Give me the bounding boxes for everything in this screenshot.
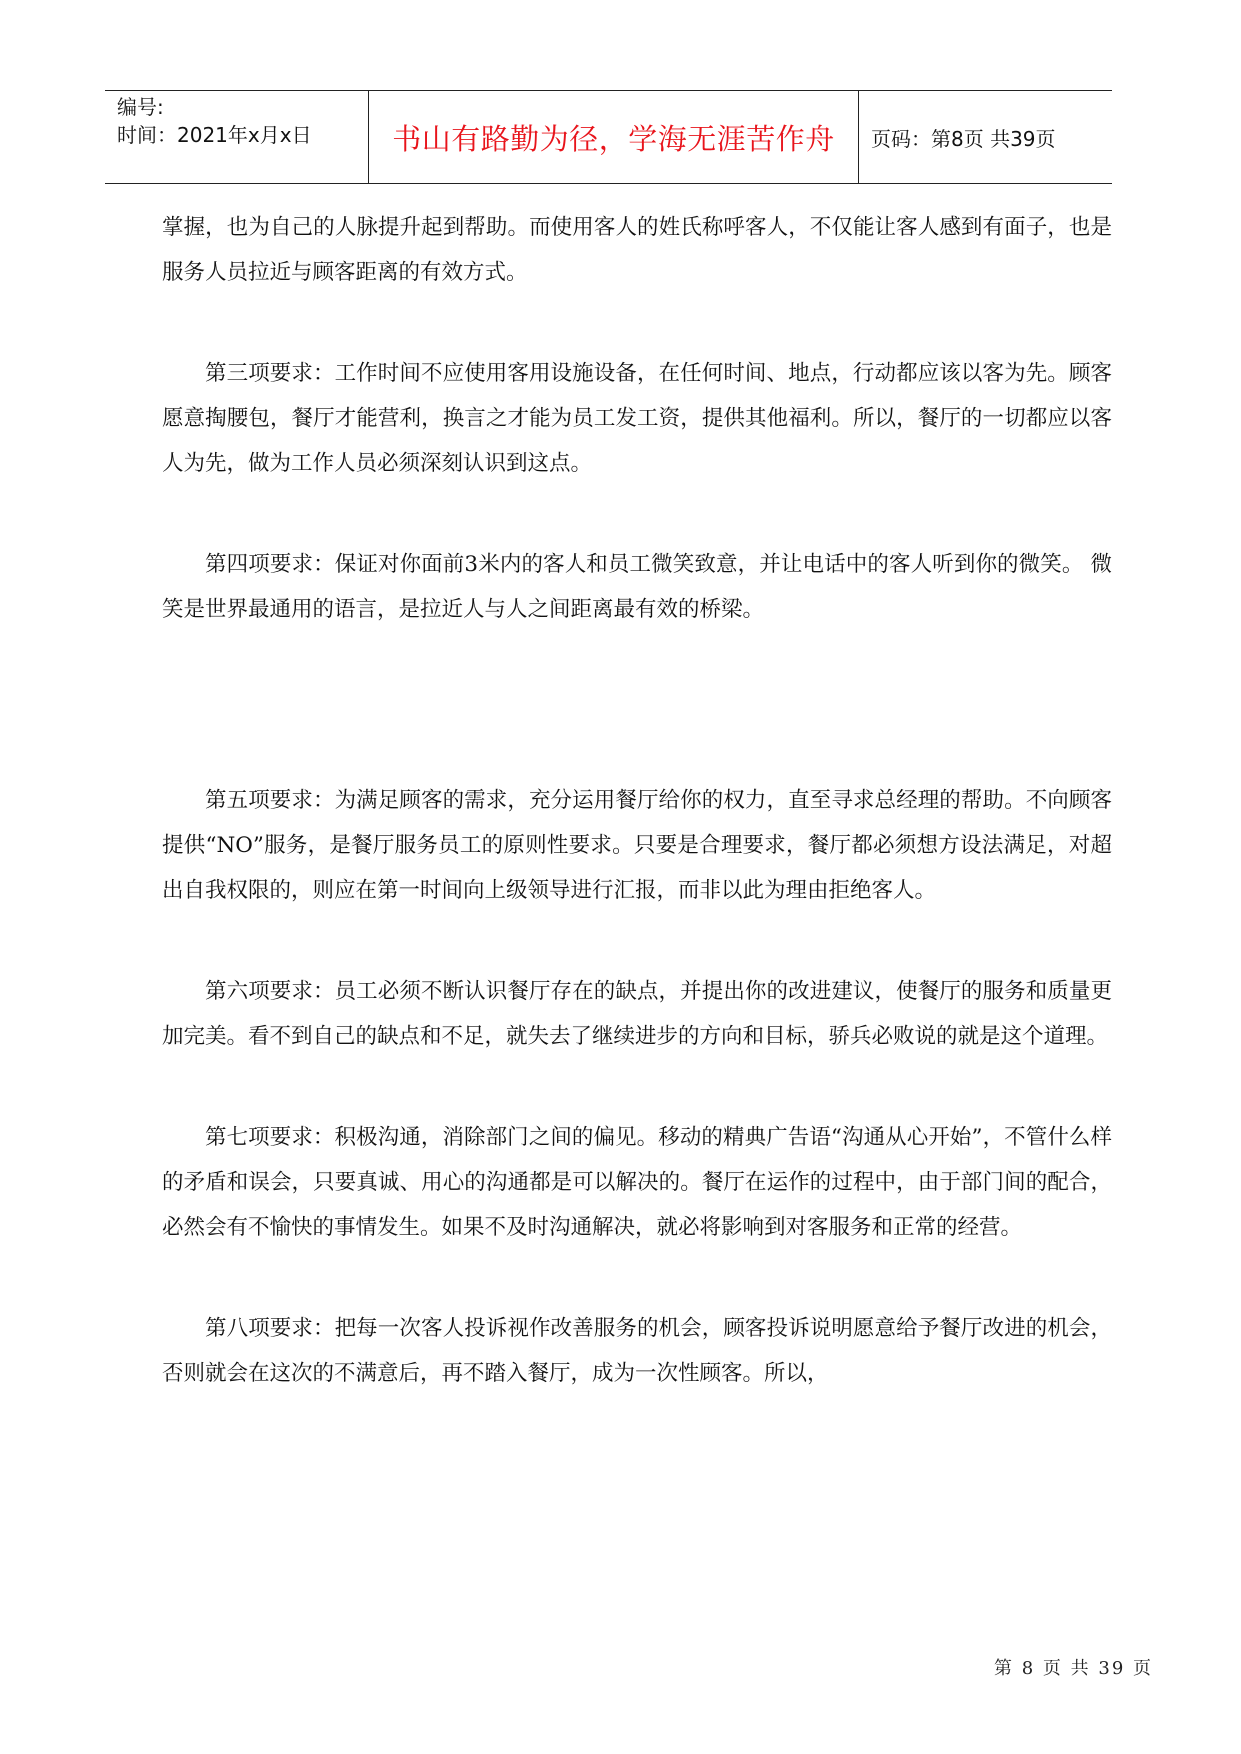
paragraph-spacer — [162, 486, 1112, 542]
paragraph-requirement-8: 第八项要求：把每一次客人投诉视作改善服务的机会，顾客投诉说明愿意给予餐厅改进的机会，否则就会在这次的不满意后，再不踏入餐厅，成为一次性顾客。所以， — [162, 1316, 1112, 1386]
paragraph-spacer — [162, 632, 1112, 778]
document-body — [162, 205, 1112, 1396]
number-label: 编号: — [117, 95, 164, 119]
paragraph-requirement-6: 第六项要求：员工必须不断认识餐厅存在的缺点，并提出你的改进建议，使餐厅的服务和质量更加完美。看不到自己的缺点和不足，就失去了继续进步的方向和目标，骄兵必败说的就是这个道理。 — [162, 979, 1112, 1049]
paragraph-requirement-4: 第四项要求：保证对你面前3米内的客人和员工微笑致意，并让电话中的客人听到你的微笑。 微笑是世界最通用的语言，是拉近人与人之间距离最有效的桥梁。 — [162, 552, 1112, 622]
paragraph-spacer — [162, 913, 1112, 969]
document-header — [105, 90, 1112, 184]
paragraph-requirement-3: 第三项要求：工作时间不应使用客用设施设备，在任何时间、地点，行动都应该以客为先。顾客愿意掏腰包，餐厅才能营利，换言之才能为员工发工资，提供其他福利。所以，餐厅的一切都应以客人为先，做为工作人员必须深刻认识到这点。 — [162, 361, 1112, 476]
paragraph-continued: 掌握，也为自己的人脉提升起到帮助。而使用客人的姓氏称呼客人，不仅能让客人感到有面子，也是服务人员拉近与顾客距离的有效方式。 — [162, 215, 1112, 285]
paragraph-spacer — [162, 1250, 1112, 1306]
header-meta-cell — [105, 91, 369, 183]
time-label: 时间：2021年x月x日 — [117, 123, 312, 147]
page-footer: 第 8 页 共 39 页 — [994, 1658, 1153, 1679]
paragraph-spacer — [162, 295, 1112, 351]
header-motto: 书山有路勤为径，学海无涯苦作舟 — [369, 91, 859, 183]
paragraph-spacer — [162, 1059, 1112, 1115]
paragraph-requirement-7: 第七项要求：积极沟通，消除部门之间的偏见。移动的精典广告语“沟通从心开始”，不管什么样的矛盾和误会，只要真诚、用心的沟通都是可以解决的。餐厅在运作的过程中，由于部门间的配合，必然会有不愉快的事情发生。如果不及时沟通解决，就必将影响到对客服务和正常的经营。 — [162, 1125, 1112, 1240]
paragraph-requirement-5: 第五项要求：为满足顾客的需求，充分运用餐厅给你的权力，直至寻求总经理的帮助。不向顾客提供“NO”服务，是餐厅服务员工的原则性要求。只要是合理要求，餐厅都必须想方设法满足，对超出自我权限的，则应在第一时间向上级领导进行汇报，而非以此为理由拒绝客人。 — [162, 788, 1112, 903]
header-page-info: 页码：第8页 共39页 — [871, 126, 1056, 151]
